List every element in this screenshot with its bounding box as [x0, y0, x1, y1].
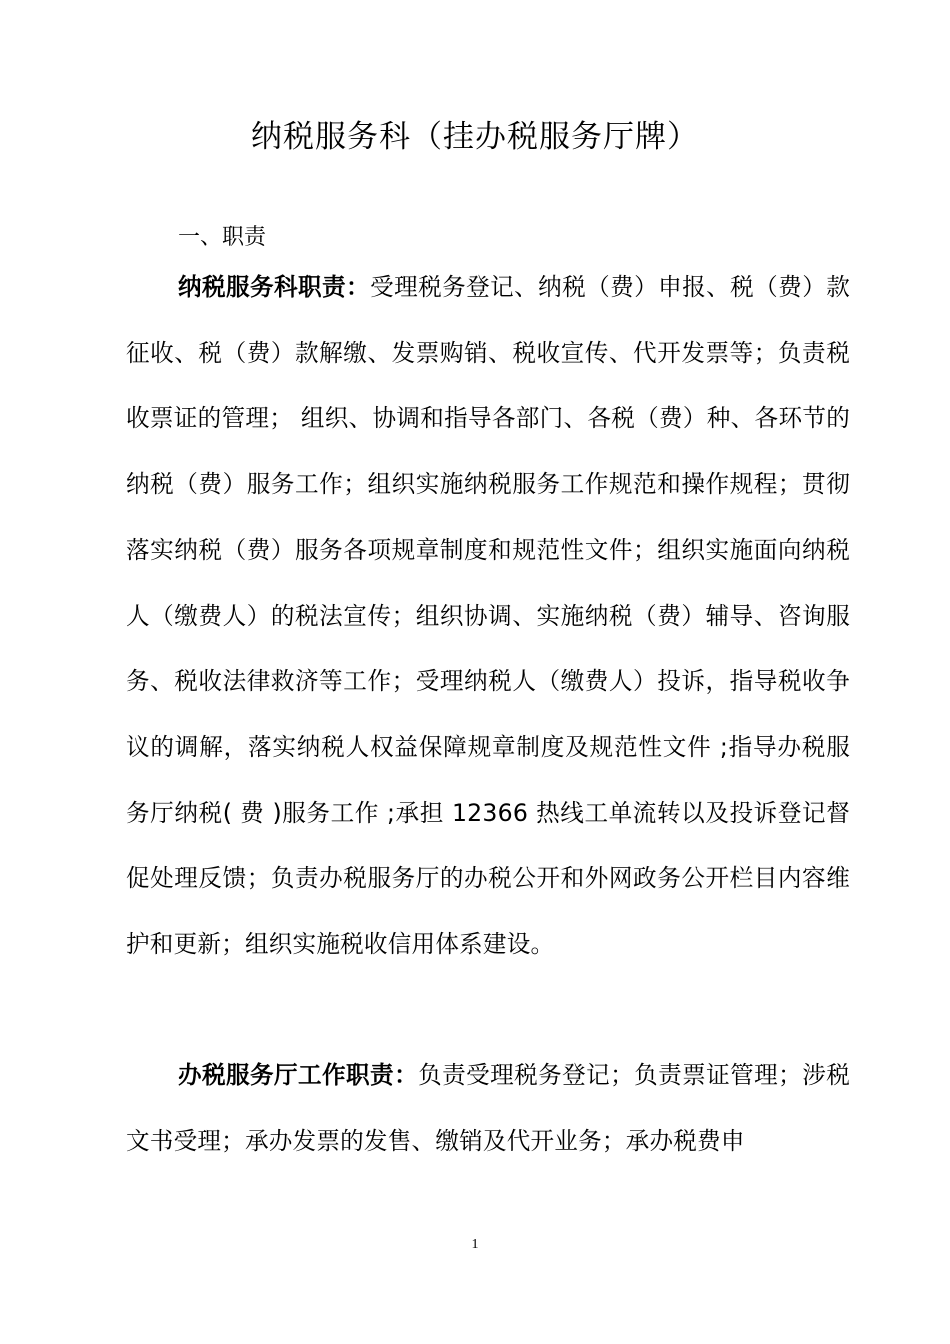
paragraph-body: 负责受理税务登记；负责票证管理；涉税文书受理；承办发票的发售、缴销及代开业务；承办税费申	[126, 1061, 850, 1155]
section-heading: 一、职责	[178, 225, 267, 250]
paragraph-body: 受理税务登记、纳税（费）申报、税（费）款征收、税（费）款解缴、发票购销、税收宣传、代开发票等；负责税收票证的管理； 组织、协调和指导各部门、各税（费）种、各环节的纳税（费）服务工作；组织实施纳税服务工作规范和操作规程；贯彻落实纳税（费）服务各项规章制度和规范性文件；组织实施面向纳税人（缴费人）的税法宣传；组织协调、实施纳税（费）辅导、咨询服务、税收法律救济等工作；受理纳税人（缴费人）投诉，指导税收争议的调解，落实纳税人权益保障规章制度及规范性文件 ;指导办税服务厅纳税( 费 )服务工作 ;承担 12366 热线工单流转以及投诉登记督促处理反馈；负责办税服务厅的办税公开和外网政务公开栏目内容维护和更新；组织实施税收信用体系建设。	[126, 273, 850, 959]
paragraph-lead: 纳税服务科职责：	[178, 273, 371, 301]
paragraph-service-hall-duties	[126, 1043, 850, 1174]
page-number: 1	[471, 1237, 479, 1252]
document-title: 纳税服务科（挂办税服务厅牌）	[251, 119, 699, 155]
paragraph-lead: 办税服务厅工作职责：	[178, 1061, 419, 1089]
paragraph-tax-service-duties	[126, 255, 850, 978]
